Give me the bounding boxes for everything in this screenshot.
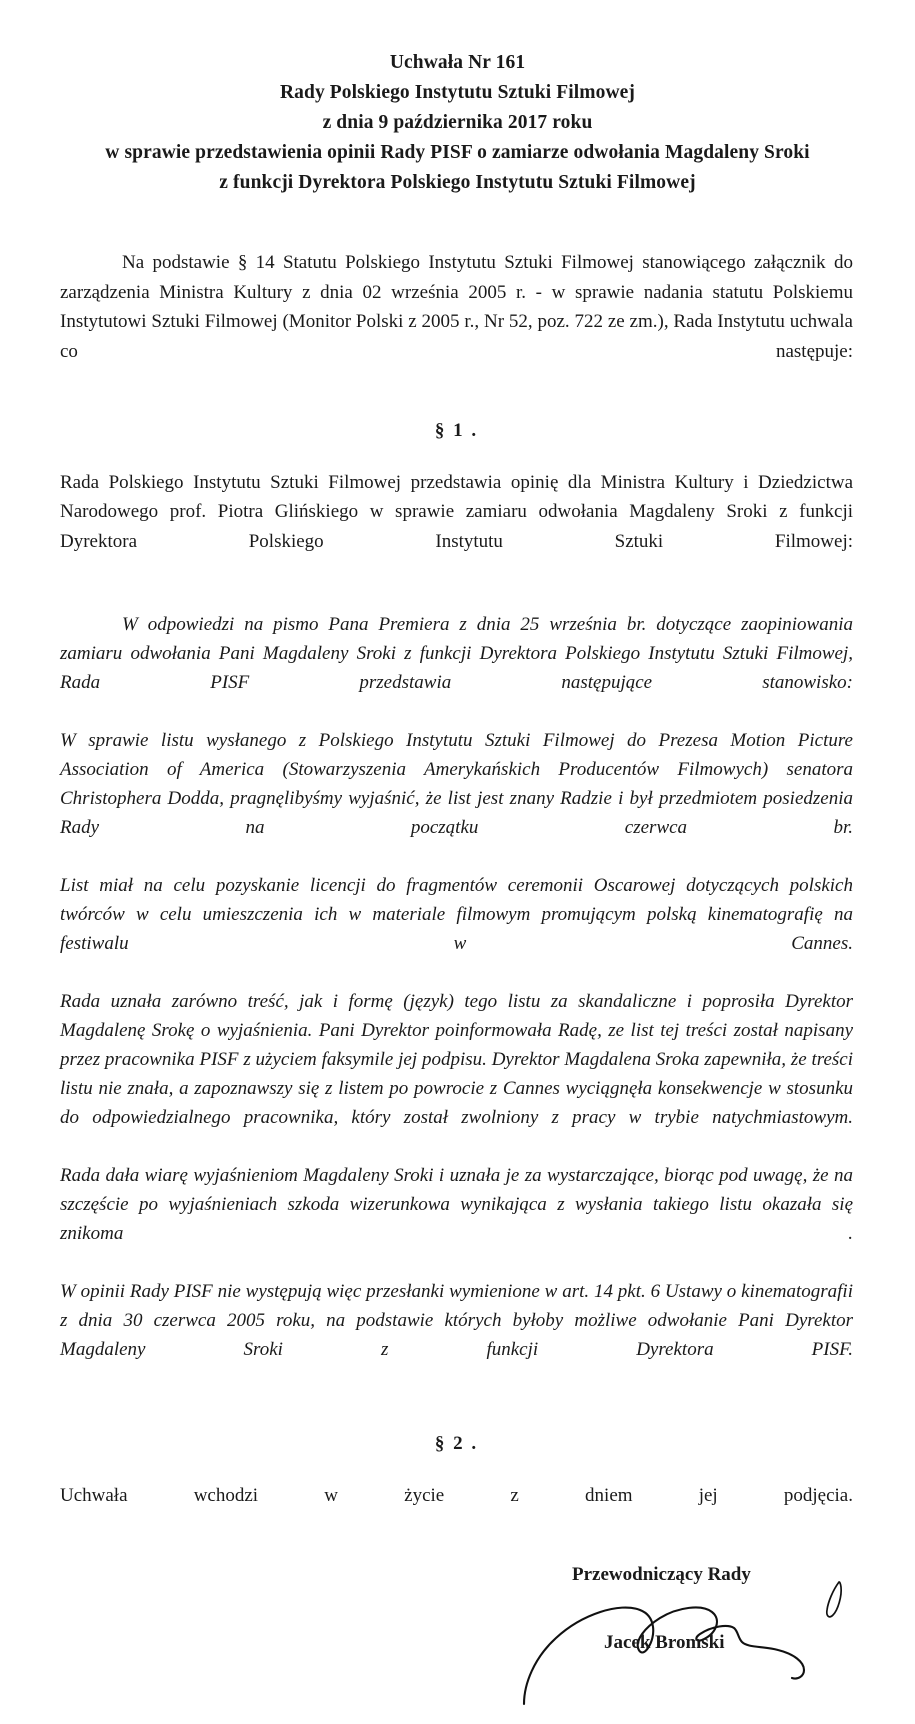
spacer-before-section-2 (60, 1393, 853, 1433)
section-2-paragraph: Uchwała wchodzi w życie z dniem jej podjęcia. (60, 1484, 853, 1506)
opinion-paragraph-5: Rada dała wiarę wyjaśnieniom Magdaleny Sroki i uznała je za wystarczające, biorąc pod uwagę, że na szczęście po wyjaśnieniach szkoda wizerunkowa wynikająca z wysłania takiego listu okazała się znikoma . (60, 1164, 853, 1244)
header-line-2: Rady Polskiego Instytutu Sztuki Filmowej (279, 82, 636, 103)
opinion-paragraph-2: W sprawie listu wysłanego z Polskiego Instytutu Sztuki Filmowej do Prezesa Motion Picture Association of America (Stowarzyszenia Amerykańskich Producentów Filmowych) senatora Christophera Dodda, pragnęlibyśmy wyjaśnić, że list jest znany Radzie i był przedmiotem posiedzenia Rady na początku czerwca br. (60, 729, 853, 838)
section-1-heading: § 1 . (434, 419, 479, 441)
opinion-paragraph-1: W odpowiedzi na pismo Pana Premiera z dnia 25 września br. dotyczące zaopiniowania zamiaru odwołania Pani Magdaleny Sroki z funkcji Dyrektora Polskiego Instytutu Sztuki Filmowej, Rada PISF przedstawia następujące stanowisko: (60, 613, 853, 693)
signature-block (0, 1564, 915, 1724)
header-line-3: z dnia 9 października 2017 roku (322, 112, 593, 133)
header-line-4: w sprawie przedstawienia opinii Rady PISF o zamiarze odwołania Magdaleny Sroki (105, 142, 810, 163)
spacer-after-header (0, 198, 915, 248)
signatory-name: Jacek Bromski (604, 1631, 725, 1653)
spacer-after-section-2 (60, 1455, 853, 1481)
opinion-paragraph-6: W opinii Rady PISF nie występują więc przesłanki wymienione w art. 14 pkt. 6 Ustawy o kinematografii z dnia 30 czerwca 2005 roku, na podstawie których byłoby możliwe odwołanie Pani Dyrektor Magdaleny Sroki z funkcji Dyrektora PISF. (60, 1280, 853, 1360)
spacer-before-opinion (60, 586, 853, 610)
spacer-before-section-1 (60, 396, 853, 420)
opinion-block (60, 610, 853, 1393)
document-body (0, 248, 915, 1540)
spacer-after-section-1 (60, 442, 853, 468)
handwritten-initial-mark-icon (820, 1578, 850, 1626)
opinion-paragraph-4: Rada uznała zarówno treść, jak i formę (język) tego listu za skandaliczne i poprosiła Dyrektor Magdalenę Srokę o wyjaśnienia. Pani Dyrektor poinformowała Radę, ze list tej treści został napisany przez pracownika PISF z użyciem faksymile jej podpisu. Dyrektor Magdalena Sroka zapewniła, że treści listu nie znała, a zapoznawszy się z listem po powrocie z Cannes wyciągnęła konsekwencje w stosunku do odpowiedzialnego pracownika, który został zwolniony z pracy w trybie natychmiastowym. (60, 990, 853, 1128)
section-2-heading: § 2 . (434, 1432, 479, 1454)
section-1-intro-paragraph: Rada Polskiego Instytutu Sztuki Filmowej przedstawia opinię dla Ministra Kultury i Dziedzictwa Narodowego prof. Piotra Glińskiego w sprawie zamiaru odwołania Magdaleny Sroki z funkcji Dyrektora Polskiego Instytutu Sztuki Filmowej: (60, 471, 853, 552)
opinion-paragraph-3: List miał na celu pozyskanie licencji do fragmentów ceremonii Oscarowej dotyczących polskich twórców w celu umieszczenia ich w materiale filmowym promującym polską kinematografię na festiwalu w Cannes. (60, 874, 853, 954)
signatory-title: Przewodniczący Rady (572, 1563, 751, 1585)
header-line-1: Uchwała Nr 161 (389, 52, 526, 73)
preamble-paragraph: Na podstawie § 14 Statutu Polskiego Instytutu Sztuki Filmowej stanowiącego załącznik do zarządzenia Ministra Kultury z dnia 02 września 2005 r. - w sprawie nadania statutu Polskiemu Instytutowi Sztuki Filmowej (Monitor Polski z 2005 r., Nr 52, poz. 722 ze zm.), Rada Instytutu uchwala co następuje: (60, 252, 853, 362)
document-header (0, 0, 915, 198)
header-line-5: z funkcji Dyrektora Polskiego Instytutu Sztuki Filmowej (219, 172, 696, 193)
